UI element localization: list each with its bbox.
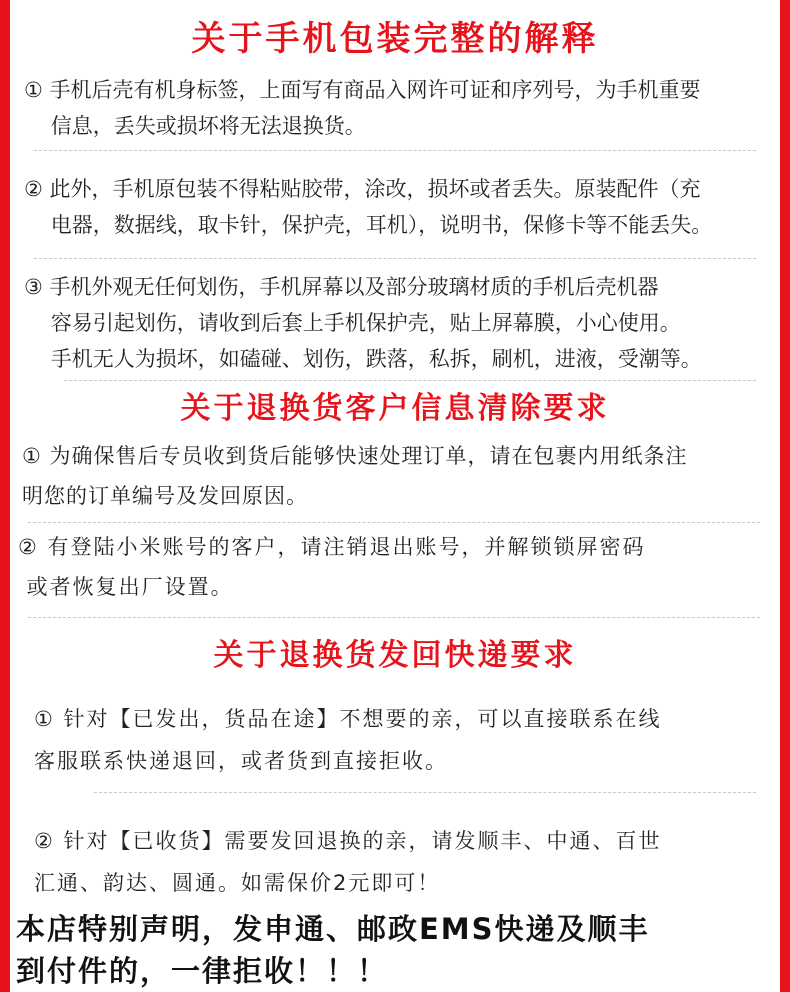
section2-item-1-line-2: 明您的订单编号及发回原因。 <box>22 484 308 508</box>
section1-item-1-line-2: 信息，丢失或损坏将无法退换货。 <box>24 114 366 138</box>
divider <box>28 522 760 523</box>
section1-title: 关于手机包装完整的解释 <box>191 19 599 59</box>
info-card <box>10 0 780 992</box>
section1-item-3-line-1: ③ 手机外观无任何划伤，手机屏幕以及部分玻璃材质的手机后壳机器 <box>24 275 659 299</box>
section3-item-2-line-2: 汇通、韵达、圆通。如需保价2元即可！ <box>34 871 441 895</box>
section2-item-2 <box>18 527 646 607</box>
section1-item-1-line-1: ① 手机后壳有机身标签，上面写有商品入网许可证和序列号，为手机重要 <box>24 78 701 102</box>
section1-item-3-line-3: 手机无人为损坏，如磕碰、划伤，跌落，私拆，刷机，进液，受潮等。 <box>24 347 702 371</box>
section1-item-2-line-1: ② 此外，手机原包装不得粘贴胶带，涂改，损坏或者丢失。原装配件（充 <box>24 177 701 201</box>
divider <box>28 617 760 618</box>
store-notice-line-2: 到付件的，一律拒收！！！ <box>16 954 389 988</box>
divider <box>64 380 756 381</box>
section1-item-3-line-2: 容易引起划伤，请收到后套上手机保护壳，贴上屏幕膜，小心使用。 <box>24 311 681 335</box>
section3-item-1-line-1: ① 针对【已发出，货品在途】不想要的亲，可以直接联系在线 <box>34 707 662 731</box>
section3-title: 关于退换货发回快递要求 <box>213 638 577 673</box>
store-notice <box>16 908 776 992</box>
divider <box>34 258 756 259</box>
section2-item-1 <box>22 436 688 516</box>
section3-item-2-line-1: ② 针对【已收货】需要发回退换的亲，请发顺丰、中通、百世 <box>34 829 662 853</box>
section1-item-3 <box>24 269 702 377</box>
store-notice-line-1: 本店特别声明，发申通、邮政EMS快递及顺丰 <box>16 912 650 946</box>
section1-item-2-line-2: 电器，数据线，取卡针，保护壳，耳机），说明书，保修卡等不能丢失。 <box>24 213 713 237</box>
section3-item-2 <box>34 820 662 904</box>
section3-item-1 <box>34 698 662 782</box>
section3-item-1-line-2: 客服联系快递退回，或者货到直接拒收。 <box>34 749 448 773</box>
section1-item-1 <box>24 72 701 144</box>
section2-title: 关于退换货客户信息清除要求 <box>180 391 610 426</box>
section1-item-2 <box>24 171 712 243</box>
divider <box>34 150 756 151</box>
divider <box>94 792 756 793</box>
section2-item-2-line-1: ② 有登陆小米账号的客户，请注销退出账号，并解锁锁屏密码 <box>18 535 646 559</box>
section2-item-2-line-2: 或者恢复出厂设置。 <box>18 575 234 599</box>
section2-item-1-line-1: ① 为确保售后专员收到货后能够快速处理订单，请在包裹内用纸条注 <box>22 444 688 468</box>
